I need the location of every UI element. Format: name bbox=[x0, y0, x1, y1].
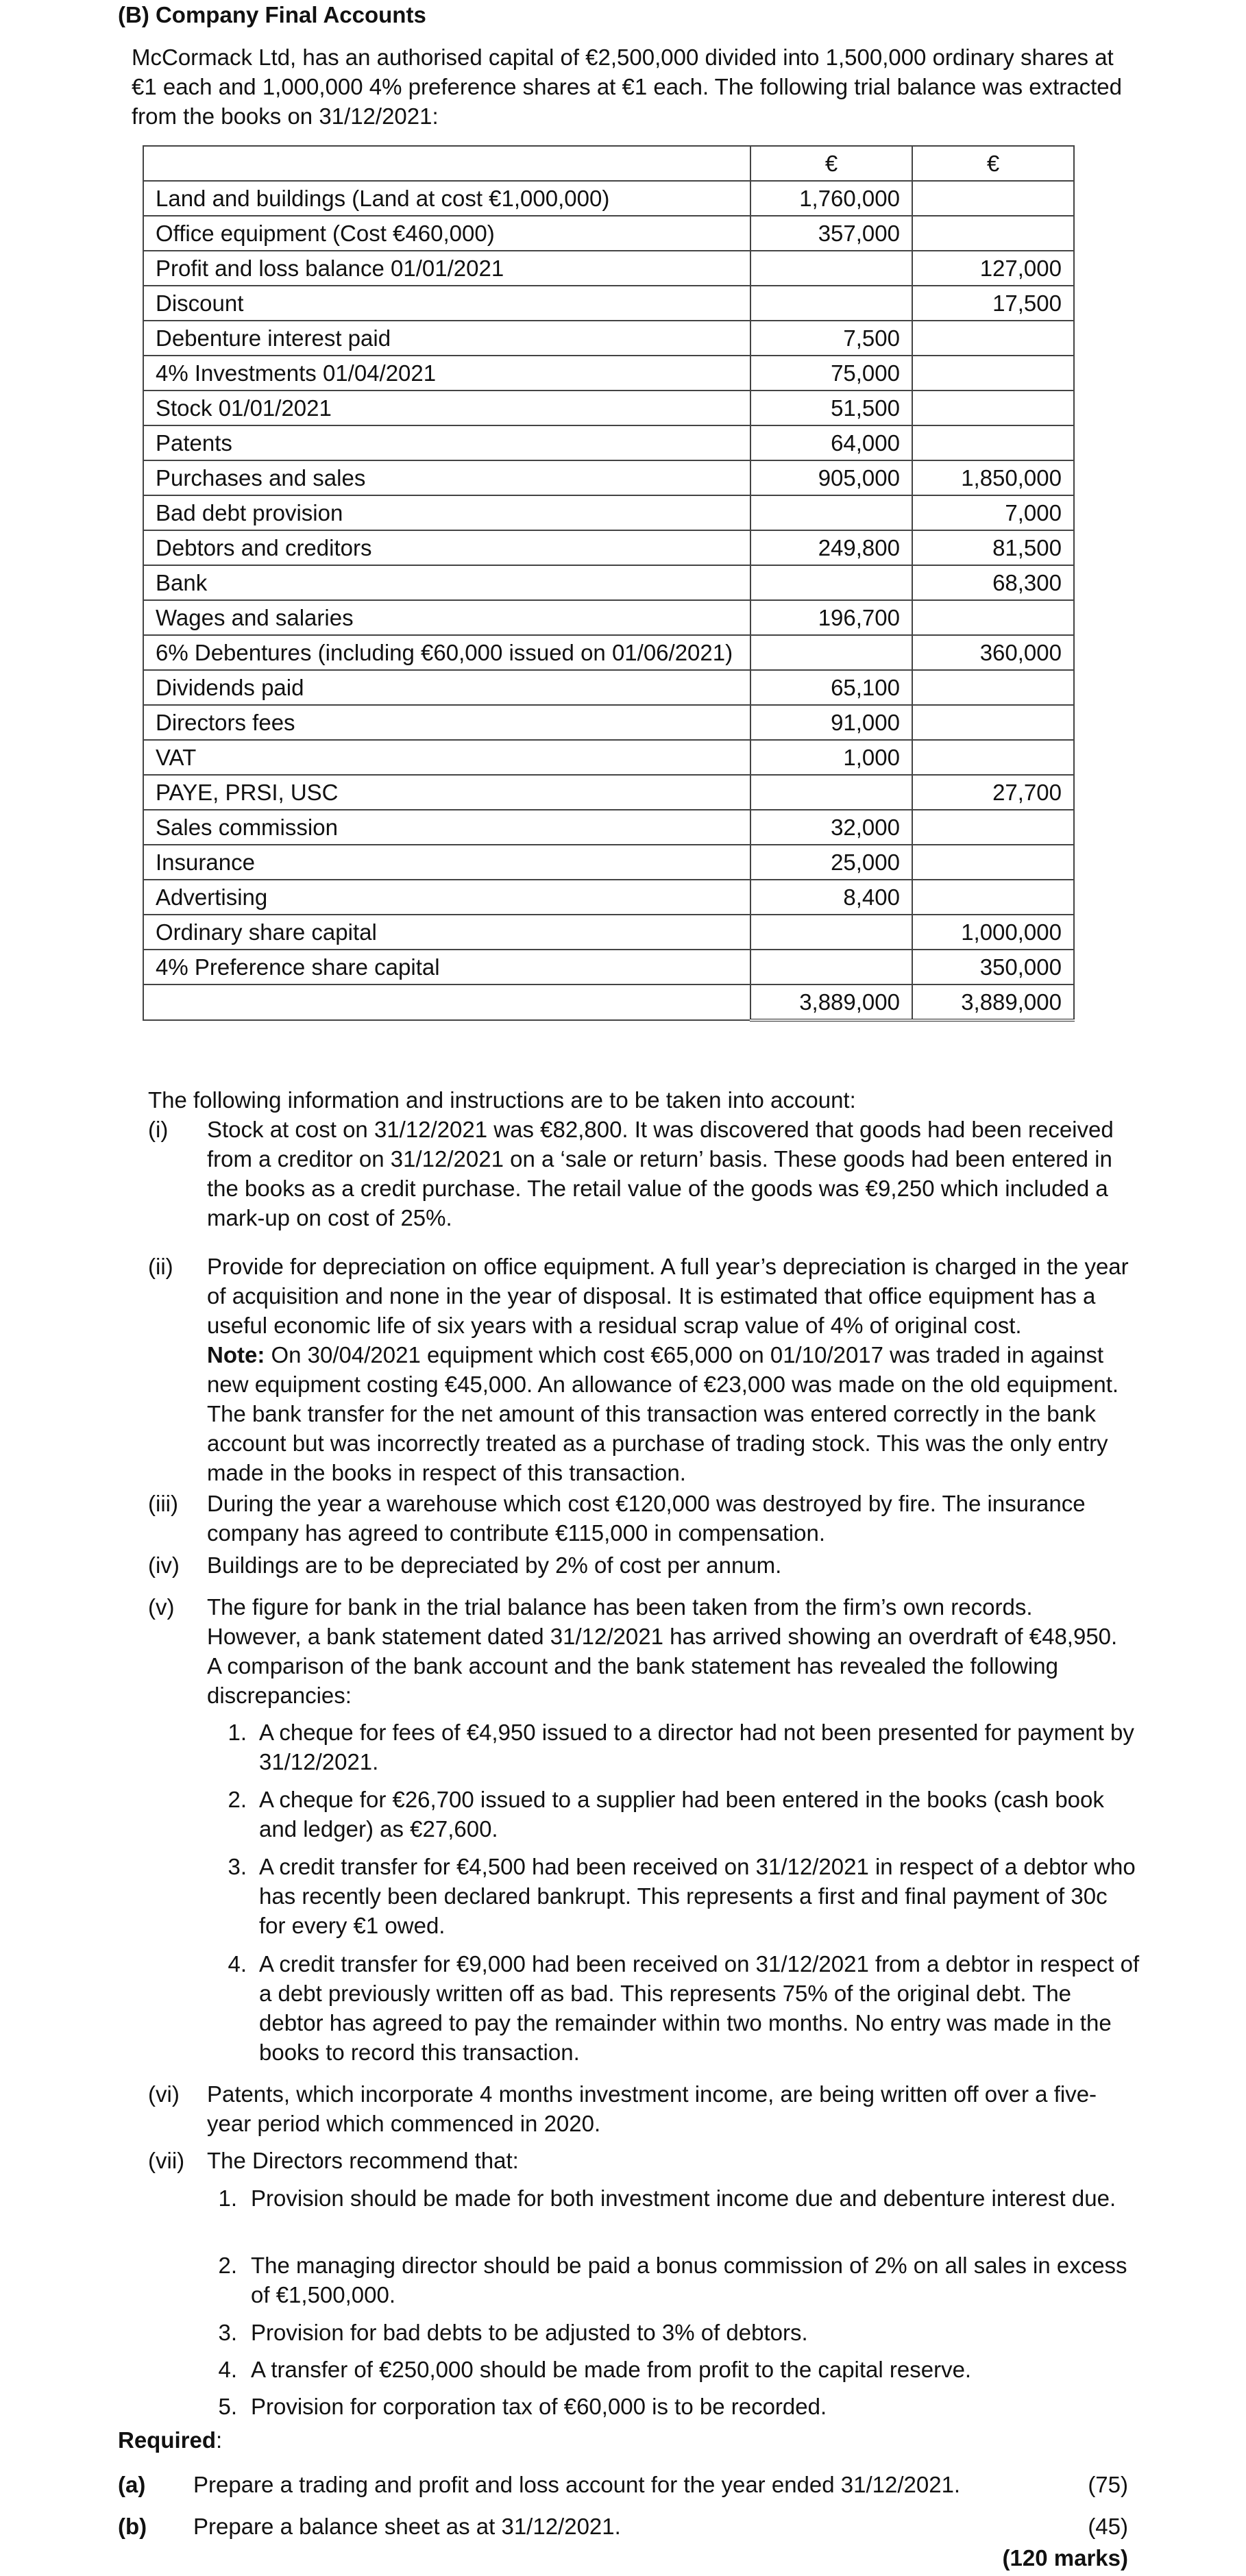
sub-item-number: 5. bbox=[218, 2394, 237, 2419]
credit-cell bbox=[912, 880, 1074, 915]
debit-cell: 91,000 bbox=[750, 705, 912, 740]
note-text: On 30/04/2021 equipment which cost €65,000 on 01/10/2017 was traded in against new equipment costing €45,000. An allowance of €23,000 was made on the old equipment. The bank transfer for the net amount of this transaction was entered correctly in the bank account but was incorrectly treated as a purchase of trading stock. This was the only entry made in the books in respect of this transaction. bbox=[207, 1342, 1119, 1485]
credit-cell bbox=[912, 356, 1074, 391]
account-name-cell: Patents bbox=[143, 425, 750, 460]
account-name-cell: VAT bbox=[143, 740, 750, 775]
section-title: (B) Company Final Accounts bbox=[118, 2, 426, 27]
account-name-cell: Directors fees bbox=[143, 705, 750, 740]
table-row bbox=[143, 495, 1074, 530]
sub-item-text: A transfer of €250,000 should be made from profit to the capital reserve. bbox=[251, 2357, 972, 2382]
requirement-marks: (75) bbox=[1088, 2472, 1128, 2497]
total-row bbox=[143, 984, 1074, 1020]
table-header-debit: € bbox=[750, 146, 912, 181]
debit-cell: 7,500 bbox=[750, 321, 912, 356]
credit-cell bbox=[912, 425, 1074, 460]
debit-cell bbox=[750, 251, 912, 286]
account-name-cell: Sales commission bbox=[143, 810, 750, 845]
sub-item-number: 4. bbox=[228, 1951, 247, 1977]
debit-cell: 32,000 bbox=[750, 810, 912, 845]
credit-cell: 81,500 bbox=[912, 530, 1074, 565]
account-name-cell: Stock 01/01/2021 bbox=[143, 391, 750, 425]
credit-cell bbox=[912, 705, 1074, 740]
account-name-cell: Dividends paid bbox=[143, 670, 750, 705]
debit-cell bbox=[750, 495, 912, 530]
sub-item-text: The managing director should be paid a bonus commission of 2% on all sales in excess of €1,500,000. bbox=[251, 2253, 1127, 2307]
credit-cell: 7,000 bbox=[912, 495, 1074, 530]
table-row bbox=[143, 356, 1074, 391]
credit-cell bbox=[912, 216, 1074, 251]
credit-cell: 17,500 bbox=[912, 286, 1074, 321]
credit-cell bbox=[912, 391, 1074, 425]
debit-cell: 1,000 bbox=[750, 740, 912, 775]
credit-cell: 68,300 bbox=[912, 565, 1074, 600]
sub-item-text: A credit transfer for €4,500 had been received on 31/12/2021 in respect of a debtor who has recently been declared bankrupt. This represents a first and final payment of 30c for every €1 owed. bbox=[259, 1854, 1136, 1938]
debit-cell: 64,000 bbox=[750, 425, 912, 460]
table-row bbox=[143, 321, 1074, 356]
debit-cell bbox=[750, 950, 912, 984]
credit-cell bbox=[912, 740, 1074, 775]
account-name-cell: Bad debt provision bbox=[143, 495, 750, 530]
sub-item-number: 2. bbox=[218, 2253, 237, 2278]
table-row bbox=[143, 251, 1074, 286]
table-row bbox=[143, 216, 1074, 251]
debit-cell bbox=[750, 635, 912, 670]
requirement-marks: (45) bbox=[1088, 2514, 1128, 2539]
total-marks: (120 marks) bbox=[1002, 2545, 1128, 2571]
sub-item-text: Provision for bad debts to be adjusted to 3% of debtors. bbox=[251, 2320, 808, 2345]
table-row bbox=[143, 460, 1074, 495]
total-label-cell bbox=[143, 984, 750, 1020]
account-name-cell: Purchases and sales bbox=[143, 460, 750, 495]
requirement-text: Prepare a balance sheet as at 31/12/2021. bbox=[193, 2514, 621, 2539]
account-name-cell: 6% Debentures (including €60,000 issued on 01/06/2021) bbox=[143, 635, 750, 670]
debit-cell: 8,400 bbox=[750, 880, 912, 915]
table-row bbox=[143, 880, 1074, 915]
table-row bbox=[143, 600, 1074, 635]
item-number: (iii) bbox=[148, 1491, 178, 1516]
debit-cell bbox=[750, 565, 912, 600]
account-name-cell: Bank bbox=[143, 565, 750, 600]
debit-cell: 25,000 bbox=[750, 845, 912, 880]
table-row bbox=[143, 181, 1074, 216]
requirement-letter: (b) bbox=[118, 2514, 147, 2539]
account-name-cell: Profit and loss balance 01/01/2021 bbox=[143, 251, 750, 286]
account-name-cell: Debenture interest paid bbox=[143, 321, 750, 356]
credit-cell bbox=[912, 321, 1074, 356]
credit-cell: 27,700 bbox=[912, 775, 1074, 810]
table-row bbox=[143, 286, 1074, 321]
account-name-cell: Discount bbox=[143, 286, 750, 321]
sub-item-number: 3. bbox=[228, 1854, 247, 1879]
credit-cell: 350,000 bbox=[912, 950, 1074, 984]
account-name-cell: Debtors and creditors bbox=[143, 530, 750, 565]
credit-cell bbox=[912, 810, 1074, 845]
debit-cell: 51,500 bbox=[750, 391, 912, 425]
item-number: (i) bbox=[148, 1117, 169, 1142]
note-label: Note: bbox=[207, 1342, 265, 1367]
account-name-cell: Ordinary share capital bbox=[143, 915, 750, 950]
credit-cell: 1,000,000 bbox=[912, 915, 1074, 950]
sub-item-number: 2. bbox=[228, 1787, 247, 1812]
item-text: Buildings are to be depreciated by 2% of cost per annum. bbox=[207, 1552, 782, 1578]
table-header-desc bbox=[143, 146, 750, 181]
sub-item-number: 1. bbox=[218, 2185, 237, 2211]
table-row bbox=[143, 810, 1074, 845]
sub-item-number: 4. bbox=[218, 2357, 237, 2382]
item-number: (iv) bbox=[148, 1552, 180, 1578]
credit-cell: 1,850,000 bbox=[912, 460, 1074, 495]
table-row bbox=[143, 740, 1074, 775]
table-row bbox=[143, 425, 1074, 460]
required-label: Required bbox=[118, 2427, 217, 2453]
item-number: (v) bbox=[148, 1594, 175, 1620]
sub-item-number: 1. bbox=[228, 1720, 247, 1745]
sub-item-number: 3. bbox=[218, 2320, 237, 2345]
table-row bbox=[143, 950, 1074, 984]
debit-cell: 249,800 bbox=[750, 530, 912, 565]
table-header-credit: € bbox=[912, 146, 1074, 181]
sub-item-text: A cheque for €26,700 issued to a supplier had been entered in the books (cash book and ledger) as €27,600. bbox=[259, 1787, 1104, 1842]
account-name-cell: Advertising bbox=[143, 880, 750, 915]
table-row bbox=[143, 565, 1074, 600]
item-text: Patents, which incorporate 4 months investment income, are being written off over a five-year period which commenced in 2020. bbox=[207, 2081, 1097, 2136]
table-row bbox=[143, 775, 1074, 810]
debit-cell: 65,100 bbox=[750, 670, 912, 705]
sub-item-text: Provision for corporation tax of €60,000 is to be recorded. bbox=[251, 2394, 827, 2419]
requirement-letter: (a) bbox=[118, 2472, 146, 2497]
total-debit-cell: 3,889,000 bbox=[750, 984, 912, 1020]
account-name-cell: Office equipment (Cost €460,000) bbox=[143, 216, 750, 251]
item-number: (vi) bbox=[148, 2081, 180, 2107]
debit-cell: 1,760,000 bbox=[750, 181, 912, 216]
table-row bbox=[143, 391, 1074, 425]
trial-balance-table bbox=[143, 145, 1075, 1021]
credit-cell: 360,000 bbox=[912, 635, 1074, 670]
sub-item-text: A credit transfer for €9,000 had been received on 31/12/2021 from a debtor in respect of a debt previously written off as bad. This represents 75% of the original debt. The debtor has agreed to pay the remainder within two months. No entry was made in the books to record this transaction. bbox=[259, 1951, 1140, 2065]
item-number: (ii) bbox=[148, 1254, 173, 1279]
item-text bbox=[207, 1252, 1132, 1487]
table-row bbox=[143, 705, 1074, 740]
debit-cell bbox=[750, 286, 912, 321]
debit-cell bbox=[750, 775, 912, 810]
credit-cell bbox=[912, 845, 1074, 880]
item-number: (vii) bbox=[148, 2148, 185, 2173]
table-row bbox=[143, 635, 1074, 670]
table-row bbox=[143, 530, 1074, 565]
table-row bbox=[143, 845, 1074, 880]
account-name-cell: Land and buildings (Land at cost €1,000,000) bbox=[143, 181, 750, 216]
item-text: Stock at cost on 31/12/2021 was €82,800. It was discovered that goods had been received from a creditor on 31/12/2021 on a ‘sale or return’ basis. These goods had been entered in the books as a credit purchase. The retail value of the goods was €9,250 which included a mark-up on cost of 25%. bbox=[207, 1117, 1114, 1230]
table-row bbox=[143, 670, 1074, 705]
debit-cell: 357,000 bbox=[750, 216, 912, 251]
sub-item-text: A cheque for fees of €4,950 issued to a director had not been presented for payment by 31/12/2021. bbox=[259, 1720, 1134, 1774]
account-name-cell: Wages and salaries bbox=[143, 600, 750, 635]
item-text: The Directors recommend that: bbox=[207, 2148, 519, 2173]
requirement-text: Prepare a trading and profit and loss account for the year ended 31/12/2021. bbox=[193, 2472, 961, 2497]
item-text-main: Provide for depreciation on office equipment. A full year’s depreciation is charged in the year of acquisition and none in the year of disposal. It is estimated that office equipment has a useful economic life of six years with a residual scrap value of 4% of original cost. bbox=[207, 1254, 1129, 1338]
table-row bbox=[143, 915, 1074, 950]
intro-paragraph: McCormack Ltd, has an authorised capital of €2,500,000 divided into 1,500,000 ordinary shares at €1 each and 1,000,000 4% preference shares at €1 each. The following trial balance was extracted from the books on 31/12/2021: bbox=[132, 45, 1122, 129]
total-credit-cell: 3,889,000 bbox=[912, 984, 1074, 1020]
required-heading bbox=[118, 2425, 222, 2455]
debit-cell bbox=[750, 915, 912, 950]
account-name-cell: 4% Investments 01/04/2021 bbox=[143, 356, 750, 391]
credit-cell bbox=[912, 600, 1074, 635]
account-name-cell: Insurance bbox=[143, 845, 750, 880]
credit-cell: 127,000 bbox=[912, 251, 1074, 286]
debit-cell: 75,000 bbox=[750, 356, 912, 391]
item-text: The figure for bank in the trial balance has been taken from the firm’s own records. However, a bank statement dated 31/12/2021 has arrived showing an overdraft of €48,950. A comparison of the bank account and the bank statement has revealed the following discrepancies: bbox=[207, 1594, 1118, 1708]
table-header-row bbox=[143, 146, 1074, 181]
account-name-cell: PAYE, PRSI, USC bbox=[143, 775, 750, 810]
info-lead: The following information and instructions are to be taken into account: bbox=[148, 1087, 856, 1113]
sub-item-text: Provision should be made for both investment income due and debenture interest due. bbox=[251, 2185, 1116, 2211]
account-name-cell: 4% Preference share capital bbox=[143, 950, 750, 984]
credit-cell bbox=[912, 181, 1074, 216]
debit-cell: 196,700 bbox=[750, 600, 912, 635]
credit-cell bbox=[912, 670, 1074, 705]
item-text: During the year a warehouse which cost €120,000 was destroyed by fire. The insurance company has agreed to contribute €115,000 in compensation. bbox=[207, 1491, 1086, 1546]
debit-cell: 905,000 bbox=[750, 460, 912, 495]
required-colon: : bbox=[216, 2427, 223, 2453]
